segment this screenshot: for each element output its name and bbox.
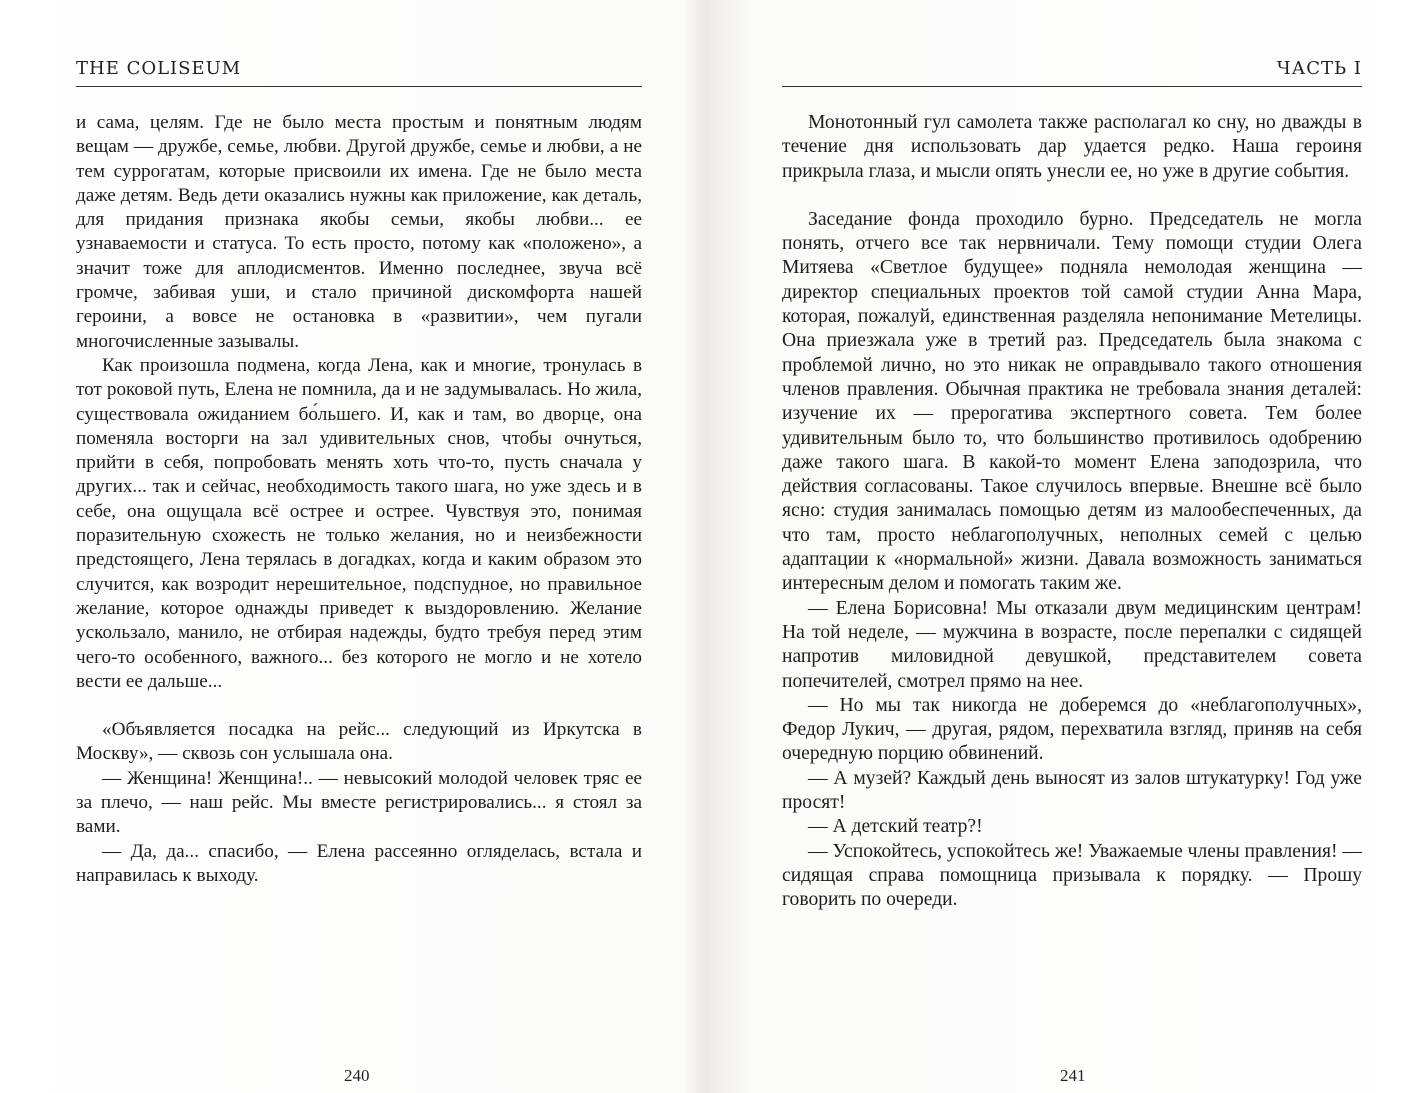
page-number-right: 241 xyxy=(1060,1066,1086,1085)
paragraph: Монотонный гул самолета также располагал ко сну, но дважды в течение дня использовать дар удается редко. Наша героиня прикрыла глаза, и мысли опять унесли ее, но уже в другие события. xyxy=(782,112,1362,182)
header-rule-left xyxy=(76,86,642,87)
page-number-left: 240 xyxy=(344,1066,370,1085)
paragraph: — Да, да... спасибо, — Елена рассеянно огляделась, встала и направилась к выходу. xyxy=(76,840,642,886)
paragraph: — А музей? Каждый день выносят из залов штукатурку! Год уже просят! xyxy=(782,767,1362,814)
paragraph: — Но мы так никогда не доберемся до «неблагополучных», Федор Лукич, — другая, рядом, перехватила взгляд, приняв на себя очередную порцию обвинений. xyxy=(782,694,1362,765)
left-page-text xyxy=(76,111,642,888)
paragraph: «Объявляется посадка на рейс... следующий из Иркутска в Москву», — сквозь сон услышала она. xyxy=(76,719,642,765)
paragraph: — Женщина! Женщина!.. — невысокий молодой человек тряс ее за плечо, — наш рейс. Мы вместе регистрировались... я стоял за вами. xyxy=(76,767,642,838)
paragraph: — А детский театр?! xyxy=(808,816,983,838)
paragraph: Заседание фонда проходило бурно. Председатель не могла понять, отчего все так нервничали. Тему помощи студии Олега Митяева «Светлое будущее» подняла немолодая женщина — директор специальных проектов той самой студии Анна Мара, которая, пожалуй, единственная разделяла непонимание Метелицы. Она приезжала уже в третий раз. Председатель была знакома с проблемой лично, но это никак не оправдывало такого отношения членов правления. Обычная практика не требовала знания деталей: изучение их — прерогатива экспертного совета. Тем более удивительным было то, что большинство противилось одобрению даже такого шага. В какой-то момент Елена заподозрила, что действия согласованы. Такое случилось впервые. Внешне всё было ясно: студия занималась помощью детям из малообеспеченных, да что там, просто неблагополучных, неполных семей с целью адаптации к «нормальной» жизни. Давала возможность заниматься интересным делом и помогать таким же. xyxy=(782,208,1362,595)
paragraph: Как произошла подмена, когда Лена, как и многие, тронулась в тот роковой путь, Елена не помнила, да и не задумывалась. Но жила, существовала ожиданием бо́льшего. И, как и там, во дворце, она поменяла восторги на зал удивительных снов, чтобы очнуться, прийти в себя, попробовать менять хоть что-то, пусть сначала у других... так и сейчас, необходимость такого шага, но уже здесь и в себе, она ощущала всё острее и острее. Чувствуя это, понимая поразительную схожесть не только желания, но и неизбежности предстоящего, Лена терялась в догадках, когда и каким образом это случится, как возродит нерешительное, подспудное, но правильное желание, которое однажды приведет к выздоровлению. Желание ускользало, манило, не отбирая надежды, будто требуя перед этим чего-то особенного, важного... без которого не могло и не хотело вести ее дальше... xyxy=(76,354,642,692)
right-page xyxy=(782,0,1362,1093)
running-head-right: ЧАСТЬ I xyxy=(1276,58,1362,79)
paragraph: — Успокойтесь, успокойтесь же! Уважаемые члены правления! — сидящая справа помощница призывала к порядку. — Прошу говорить по очереди. xyxy=(782,840,1362,911)
running-head-left: THE COLISEUM xyxy=(76,58,242,79)
left-page xyxy=(76,0,642,1093)
right-page-text xyxy=(782,111,1362,913)
paragraph: — Елена Борисовна! Мы отказали двум медицинским центрам! На той неделе, — мужчина в возрасте, после перепалки с сидящей напротив миловидной девушкой, представителем совета попечителей, смотрел прямо на нее. xyxy=(782,597,1362,692)
header-rule-right xyxy=(782,86,1362,87)
paragraph: и сама, целям. Где не было места простым и понятным людям вещам — дружбе, семье, любви. Другой дружбе, семье и любви, а не тем суррогатам, которые присвоили их имена. Где не было места даже детям. Ведь дети оказались нужны как приложение, как деталь, для придания признака якобы семьи, якобы любви... ее узнаваемости и статуса. То есть просто, потому как «положено», а значит тоже для аплодисментов. Именно последнее, звуча всё громче, забивая уши, и стало причиной дискомфорта нашей героини, а вовсе не остановка в «развитии», чем пугали многочисленные зазывалы. xyxy=(76,112,642,352)
